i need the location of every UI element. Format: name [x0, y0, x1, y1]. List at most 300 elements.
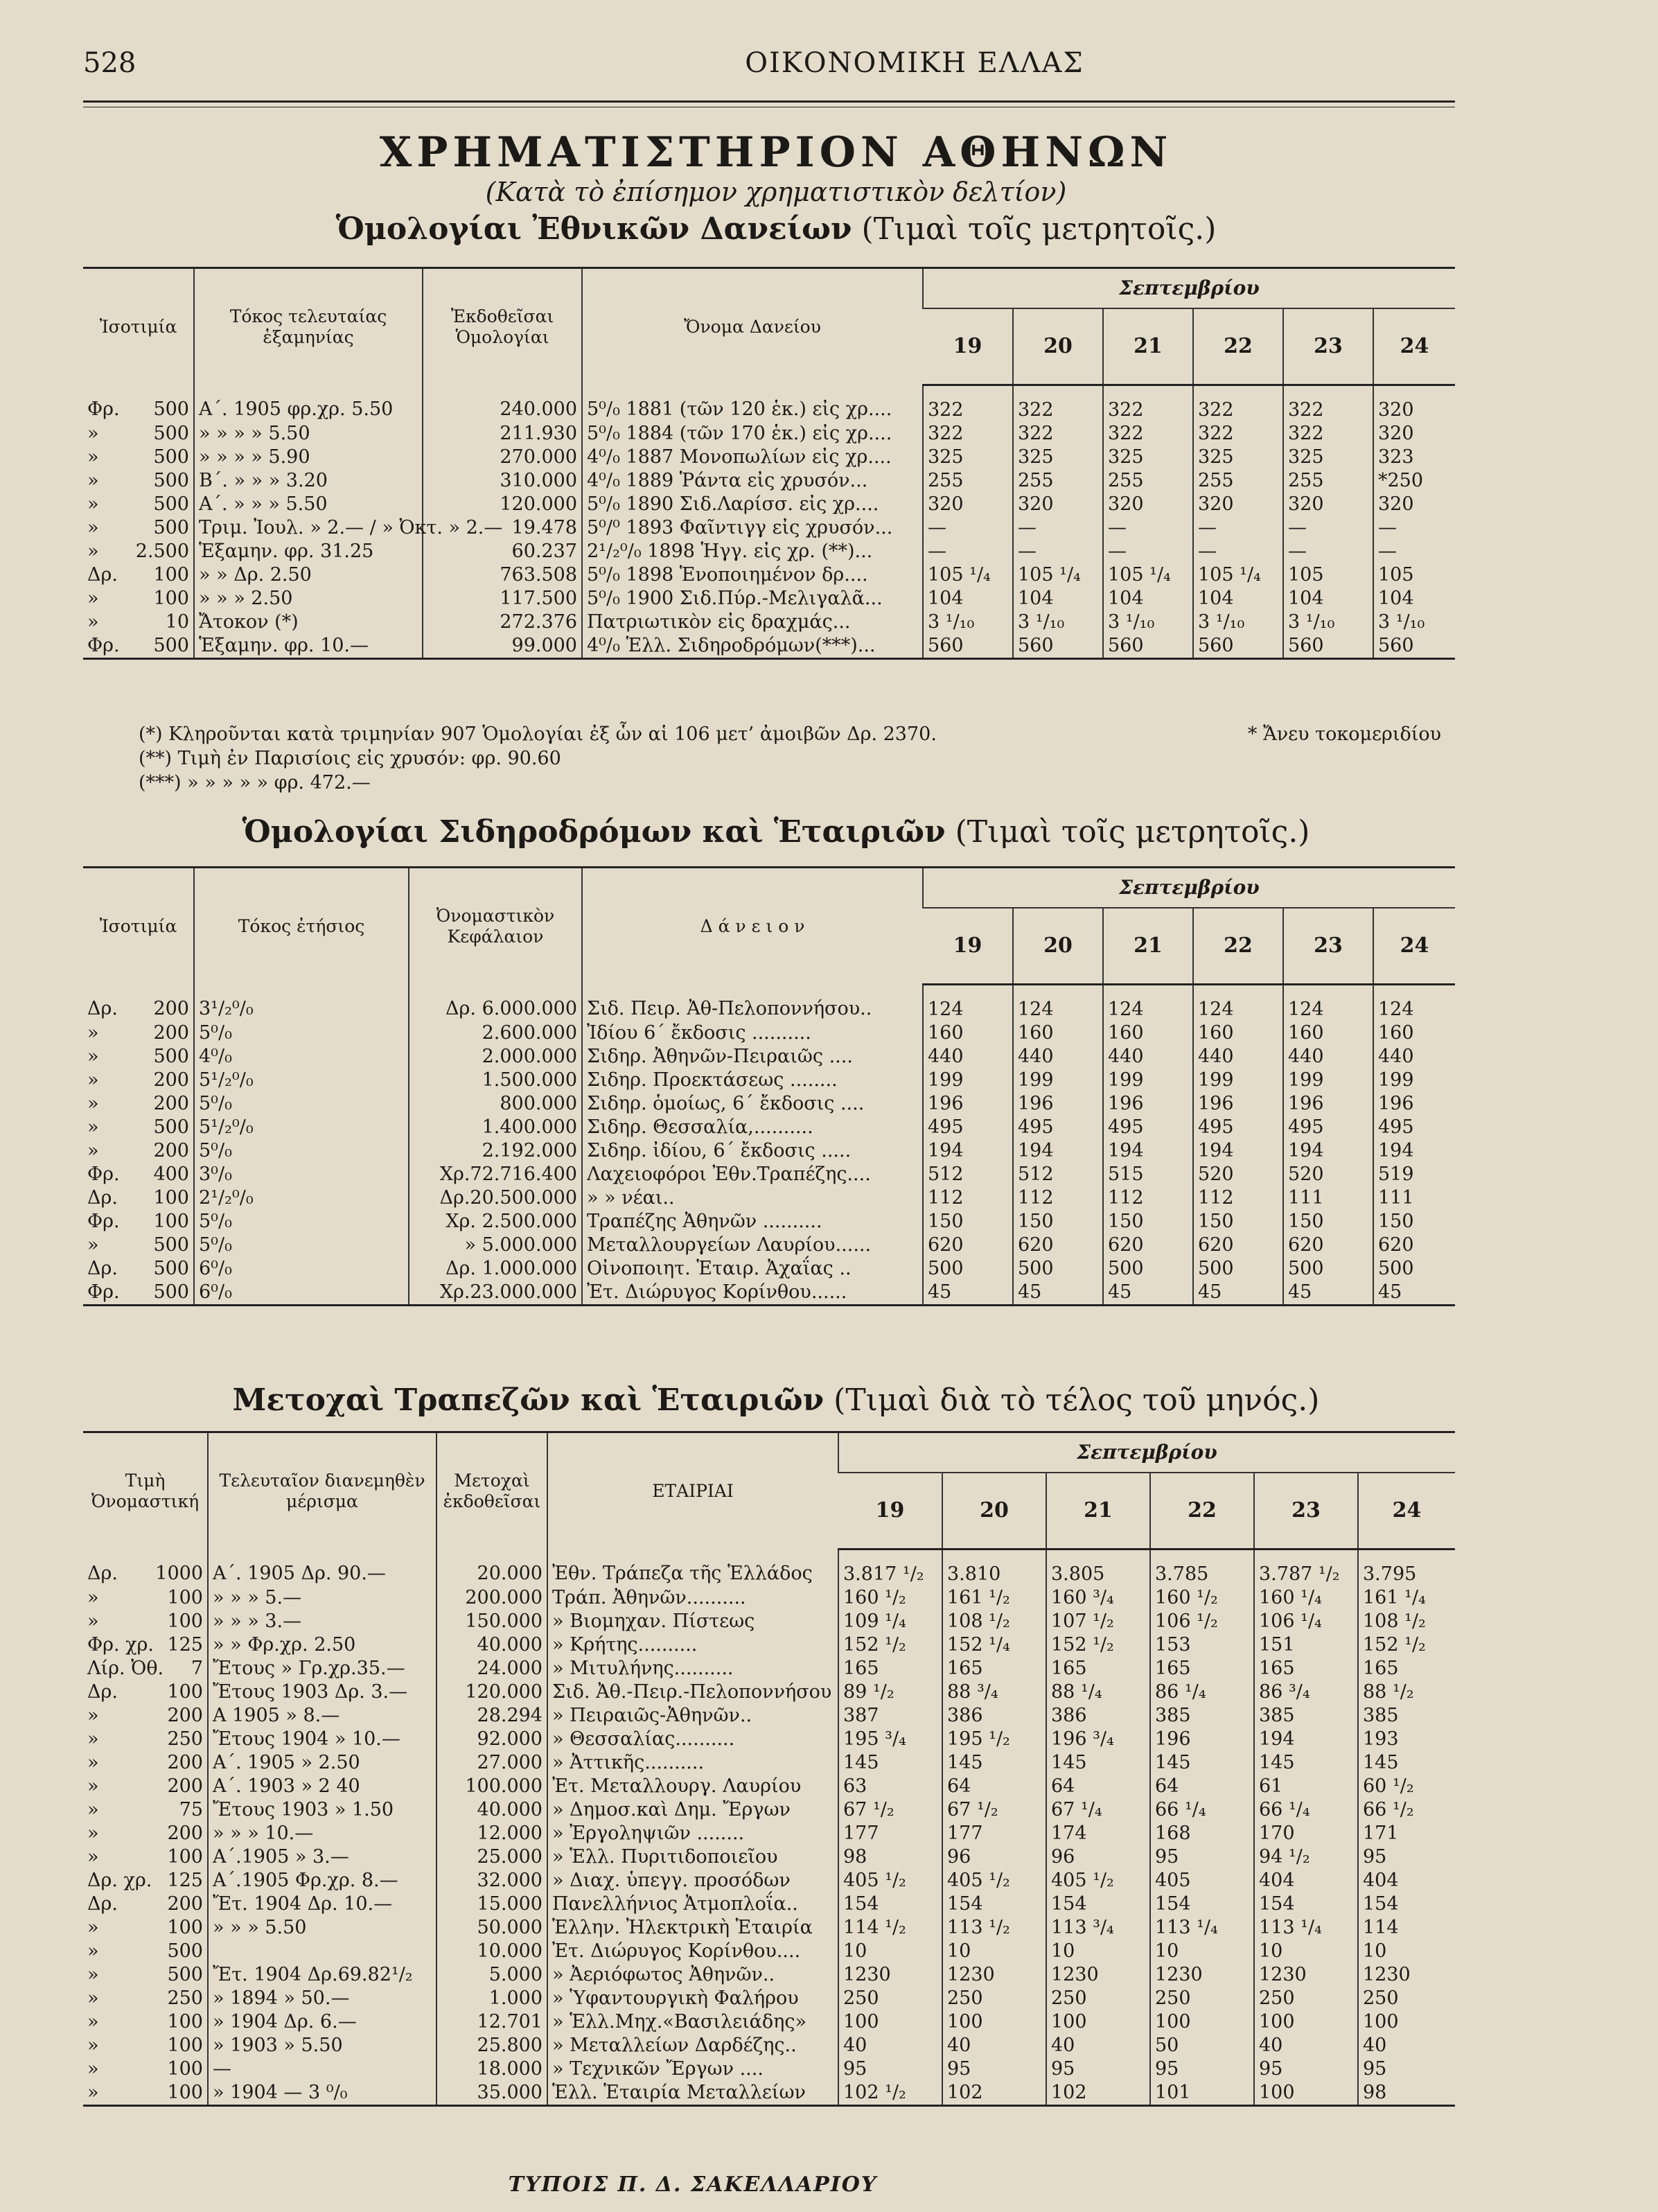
issued-cell: 120.000	[423, 493, 582, 516]
price-cell: 320	[923, 493, 1013, 516]
currency: »	[87, 1846, 99, 1868]
price-cell: 107 ¹/₂	[1046, 1610, 1150, 1633]
currency: »	[87, 588, 99, 609]
company-name-cell: » Βιομηχαν. Πίστεως	[547, 1610, 838, 1633]
price-cell: 500	[1283, 1257, 1373, 1281]
rate-cell: 3⁰/₀	[194, 1163, 409, 1186]
price-cell: 385	[1150, 1704, 1254, 1728]
par-value: 10	[165, 611, 189, 633]
price-cell: 519	[1373, 1163, 1455, 1186]
price-cell: 620	[923, 1234, 1013, 1257]
currency: »	[87, 1022, 99, 1044]
par-value: 200	[153, 1093, 189, 1114]
price-cell: 194	[1373, 1139, 1455, 1163]
price-cell: 194	[1013, 1139, 1103, 1163]
price-cell: —	[1103, 516, 1193, 540]
coupon-cell: Α΄. » » » 5.50	[194, 493, 423, 516]
price-cell: —	[1013, 540, 1103, 563]
table-row	[83, 1116, 1455, 1139]
par-value: 500	[153, 398, 189, 421]
printer-imprint: ΤΥΠΟΙΣ Π. Δ. ΣΑΚΕΛΛΑΡΙΟΥ	[508, 2172, 878, 2197]
price-cell: 199	[1193, 1069, 1283, 1092]
currency: Δρ.	[87, 564, 118, 586]
price-cell: 1230	[1046, 1963, 1150, 1987]
price-cell: 95	[942, 2057, 1046, 2081]
railway-bonds-rows	[83, 985, 1455, 1306]
price-cell: 171	[1358, 1822, 1455, 1845]
price-cell: 150	[923, 1210, 1013, 1234]
table-row	[83, 1092, 1455, 1116]
price-cell: 3 ¹/₁₀	[1373, 611, 1455, 634]
price-cell: 105	[1373, 563, 1455, 587]
coupon-cell: Τριμ. Ἰουλ. » 2.— / » Ὀκτ. » 2.—	[194, 516, 423, 540]
nominal-price-cell	[83, 2057, 208, 2081]
dividend-cell: Α΄. 1905 » 2.50	[208, 1751, 436, 1775]
par-value: 500	[153, 517, 189, 538]
dividend-cell: » 1904 Δρ. 6.—	[208, 2010, 436, 2034]
col-header-day: 19	[838, 1473, 942, 1550]
price-cell: 100	[1046, 2010, 1150, 2034]
price-cell: 113 ¹/₂	[942, 1916, 1046, 1940]
price-cell: 196	[923, 1092, 1013, 1116]
currency: »	[87, 2058, 99, 2080]
price-cell: 154	[838, 1893, 942, 1916]
table-row	[83, 1728, 1455, 1751]
par-value: 500	[153, 635, 189, 656]
par-cell	[83, 469, 194, 493]
price-cell: 199	[1373, 1069, 1455, 1092]
shares-cell: 15.000	[436, 1893, 547, 1916]
price-cell: 61	[1254, 1775, 1358, 1798]
price-cell: 495	[1103, 1116, 1193, 1139]
shares-cell: 92.000	[436, 1728, 547, 1751]
price-cell: 105	[1283, 563, 1373, 587]
price-cell: 495	[1373, 1116, 1455, 1139]
shares-cell: 18.000	[436, 2057, 547, 2081]
price-cell: 45	[1193, 1281, 1283, 1306]
loan-name-cell: 4⁰/₀ 1887 Μονοπωλίων εἰς χρ....	[582, 446, 923, 469]
price-cell: 520	[1193, 1163, 1283, 1186]
price-cell: —	[1373, 540, 1455, 563]
price-cell: 620	[1283, 1234, 1373, 1257]
company-name-cell: Ἐθν. Τράπεζα τῆς Ἑλλάδος	[547, 1550, 838, 1587]
shares-cell: 24.000	[436, 1657, 547, 1680]
par-value: 125	[167, 1634, 203, 1656]
footnote: (*) Κληροῦνται κατὰ τριμηνίαν 907 Ὁμολογίαι ἐξ ὧν αἱ 106 μετ’ ἀμοιβῶν Δρ. 2370.	[139, 723, 937, 745]
price-cell: 3 ¹/₁₀	[1103, 611, 1193, 634]
company-name-cell: Σιδ. Ἀθ.-Πειρ.-Πελοποννήσου	[547, 1680, 838, 1704]
par-value: 500	[153, 1234, 189, 1256]
rate-cell: 6⁰/₀	[194, 1281, 409, 1306]
table-row	[83, 540, 1455, 563]
price-cell: 40	[942, 2034, 1046, 2057]
loan-name-cell: Σιδ. Πειρ. Ἀθ-Πελοποννήσου..	[582, 985, 923, 1022]
price-cell: 1230	[1150, 1963, 1254, 1987]
price-cell: 500	[1013, 1257, 1103, 1281]
price-cell: 10	[838, 1940, 942, 1963]
col-header-day: 21	[1046, 1473, 1150, 1550]
currency: »	[87, 2082, 99, 2103]
section-heading-national-loans	[83, 211, 1469, 247]
company-name-cell: » Μεταλλείων Δαρδέζης..	[547, 2034, 838, 2057]
issued-cell: 240.000	[423, 385, 582, 423]
running-title: ΟΙΚΟΝΟΜΙΚΗ ΕΛΛΑΣ	[745, 47, 1084, 79]
section-heading-bold: Ὁμολογίαι Ἐθνικῶν Δανείων	[335, 211, 852, 247]
price-cell: 152 ¹/₂	[1046, 1633, 1150, 1657]
par-cell	[83, 1186, 194, 1210]
par-cell	[83, 1281, 194, 1306]
col-header-day: 21	[1103, 308, 1193, 385]
price-cell: 152 ¹/₂	[838, 1633, 942, 1657]
price-cell: 385	[1358, 1704, 1455, 1728]
par-cell	[83, 1092, 194, 1116]
footnote-ex-coupon: * Ἄνευ τοκομεριδίου	[1247, 723, 1441, 745]
price-cell: 194	[1283, 1139, 1373, 1163]
shares-cell: 12.701	[436, 2010, 547, 2034]
rate-cell: 5⁰/₀	[194, 1092, 409, 1116]
coupon-cell: » » » 2.50	[194, 587, 423, 611]
price-cell: 3.795	[1358, 1550, 1455, 1587]
price-cell: 177	[838, 1822, 942, 1845]
par-value: 100	[167, 2011, 203, 2033]
par-value: 200	[167, 1823, 203, 1844]
capital-cell: Χρ.72.716.400	[409, 1163, 582, 1186]
capital-cell: 1.400.000	[409, 1116, 582, 1139]
loan-name-cell: 5⁰/₀ 1890 Σιδ.Λαρίσσ. εἰς χρ....	[582, 493, 923, 516]
company-name-cell: » Ἀττικῆς..........	[547, 1751, 838, 1775]
price-cell: 88 ¹/₂	[1358, 1680, 1455, 1704]
price-cell: 152 ¹/₂	[1358, 1633, 1455, 1657]
section-heading-bank-shares	[83, 1382, 1469, 1418]
price-cell: 64	[1046, 1775, 1150, 1798]
price-cell: 255	[1013, 469, 1103, 493]
company-name-cell: » Κρήτης..........	[547, 1633, 838, 1657]
capital-cell: 2.000.000	[409, 1045, 582, 1069]
col-header-capital: Ὀνομαστικὸν Κεφάλαιον	[409, 868, 582, 985]
price-cell: 165	[1254, 1657, 1358, 1680]
table-row	[83, 1869, 1455, 1893]
table-row	[83, 1680, 1455, 1704]
price-cell: 320	[1013, 493, 1103, 516]
col-header-day: 20	[942, 1473, 1046, 1550]
rate-cell: 6⁰/₀	[194, 1257, 409, 1281]
col-header-day: 24	[1373, 308, 1455, 385]
price-cell: 104	[923, 587, 1013, 611]
price-cell: 10	[942, 1940, 1046, 1963]
price-cell: 250	[1358, 1987, 1455, 2010]
currency: »	[87, 1940, 99, 1962]
table-row	[83, 1257, 1455, 1281]
price-cell: 168	[1150, 1822, 1254, 1845]
par-value: 100	[167, 1846, 203, 1868]
nominal-price-cell	[83, 1680, 208, 1704]
nominal-price-cell	[83, 1987, 208, 2010]
price-cell: 105 ¹/₄	[1013, 563, 1103, 587]
shares-cell: 200.000	[436, 1586, 547, 1610]
coupon-cell: Β΄. » » » 3.20	[194, 469, 423, 493]
issued-cell: 60.237	[423, 540, 582, 563]
nominal-price-cell	[83, 1657, 208, 1680]
currency: Δρ.	[87, 1258, 118, 1279]
price-cell: 322	[1193, 422, 1283, 446]
price-cell: 160 ¹/₂	[838, 1586, 942, 1610]
price-cell: 102 ¹/₂	[838, 2081, 942, 2106]
price-cell: 165	[1358, 1657, 1455, 1680]
price-cell: 560	[1103, 634, 1193, 659]
col-header-day: 23	[1283, 308, 1373, 385]
price-cell: 320	[1373, 493, 1455, 516]
col-header-shares-issued: Μετοχαὶ ἐκδοθεῖσαι	[436, 1432, 547, 1550]
par-value: 250	[167, 1987, 203, 2009]
table-row	[83, 1751, 1455, 1775]
price-cell: 95	[1358, 1845, 1455, 1869]
price-cell: —	[1193, 540, 1283, 563]
table-row	[83, 1893, 1455, 1916]
price-cell: 160	[1373, 1021, 1455, 1045]
footnote: (**) Τιμὴ ἐν Παρισίοις εἰς χρυσόν: φρ. 90.60	[139, 748, 561, 769]
bank-shares-rows	[83, 1550, 1455, 2106]
price-cell: 3 ¹/₁₀	[1283, 611, 1373, 634]
price-cell: 95	[1150, 1845, 1254, 1869]
section-heading-note: (Τιμαὶ τοῖς μετρητοῖς.)	[861, 211, 1217, 247]
nominal-price-cell	[83, 1916, 208, 1940]
price-cell: 320	[1193, 493, 1283, 516]
par-value: 400	[153, 1164, 189, 1185]
price-cell: 154	[1150, 1893, 1254, 1916]
capital-cell: Δρ. 6.000.000	[409, 985, 582, 1022]
price-cell: 111	[1283, 1186, 1373, 1210]
price-cell: 3.787 ¹/₂	[1254, 1550, 1358, 1587]
price-cell: 124	[1373, 985, 1455, 1022]
currency: »	[87, 1587, 99, 1608]
price-cell: 10	[1150, 1940, 1254, 1963]
price-cell: 108 ¹/₂	[1358, 1610, 1455, 1633]
price-cell: 96	[1046, 1845, 1150, 1869]
company-name-cell: » Ἑλλ. Πυριτιδοποιεῖου	[547, 1845, 838, 1869]
col-header-day: 24	[1373, 908, 1455, 985]
price-cell: 113 ¹/₄	[1150, 1916, 1254, 1940]
par-value: 500	[153, 1281, 189, 1303]
issued-cell: 763.508	[423, 563, 582, 587]
col-header-day: 19	[923, 908, 1013, 985]
table-row	[83, 1940, 1455, 1963]
currency: Δρ.	[87, 1563, 118, 1585]
col-header-issued: Ἐκδοθεῖσαι Ὁμολογίαι	[423, 268, 582, 385]
company-name-cell: Ἑλλην. Ἠλεκτρικὴ Ἑταιρία	[547, 1916, 838, 1940]
par-value: 100	[167, 2035, 203, 2056]
footnotes	[139, 722, 1441, 795]
par-cell	[83, 1234, 194, 1257]
table-row	[83, 446, 1455, 469]
price-cell: —	[1013, 516, 1103, 540]
nominal-price-cell	[83, 2034, 208, 2057]
price-cell: 440	[1373, 1045, 1455, 1069]
currency: »	[87, 1116, 99, 1138]
col-header-day: 22	[1150, 1473, 1254, 1550]
shares-cell: 28.294	[436, 1704, 547, 1728]
table-row	[83, 1281, 1455, 1306]
par-value: 200	[153, 1069, 189, 1091]
price-cell: 66 ¹/₄	[1150, 1798, 1254, 1822]
par-value: 500	[167, 1964, 203, 1985]
nominal-price-cell	[83, 1940, 208, 1963]
par-value: 200	[167, 1752, 203, 1773]
dividend-cell: Ἔτους 1903 » 1.50	[208, 1798, 436, 1822]
price-cell: 325	[923, 446, 1013, 469]
table-row	[83, 1610, 1455, 1633]
price-cell: 196	[1103, 1092, 1193, 1116]
price-cell: 102	[1046, 2081, 1150, 2106]
price-cell: 105 ¹/₄	[1103, 563, 1193, 587]
price-cell: —	[923, 540, 1013, 563]
price-cell: 3.810	[942, 1550, 1046, 1587]
price-cell: 500	[1193, 1257, 1283, 1281]
par-value: 200	[167, 1893, 203, 1915]
price-cell: 154	[942, 1893, 1046, 1916]
price-cell: 67 ¹/₂	[838, 1798, 942, 1822]
price-cell: 112	[923, 1186, 1013, 1210]
capital-cell: Δρ. 1.000.000	[409, 1257, 582, 1281]
price-cell: 104	[1103, 587, 1193, 611]
railway-bonds-table	[83, 866, 1455, 1306]
price-cell: 154	[1046, 1893, 1150, 1916]
national-loans-rows	[83, 385, 1455, 659]
price-cell: 160 ¹/₂	[1150, 1586, 1254, 1610]
currency: »	[87, 1728, 99, 1750]
price-cell: 150	[1373, 1210, 1455, 1234]
nominal-price-cell	[83, 1893, 208, 1916]
par-value: 2.500	[135, 541, 189, 562]
section-heading-note: (Τιμαὶ τοῖς μετρητοῖς.)	[955, 814, 1310, 850]
price-cell: 45	[1283, 1281, 1373, 1306]
price-cell: 620	[1103, 1234, 1193, 1257]
currency: »	[87, 517, 99, 538]
price-cell: 620	[1193, 1234, 1283, 1257]
price-cell: 387	[838, 1704, 942, 1728]
table-row	[83, 1633, 1455, 1657]
currency: Φρ.	[87, 1211, 120, 1232]
par-value: 100	[167, 1681, 203, 1703]
table-row	[83, 1916, 1455, 1940]
price-cell: 322	[1013, 422, 1103, 446]
par-value: 100	[153, 588, 189, 609]
price-cell: 145	[1254, 1751, 1358, 1775]
price-cell: 3 ¹/₁₀	[923, 611, 1013, 634]
col-header-day: 21	[1103, 908, 1193, 985]
dividend-cell: » » Φρ.χρ. 2.50	[208, 1633, 436, 1657]
price-cell: 104	[1193, 587, 1283, 611]
rate-cell: 5¹/₂⁰/₀	[194, 1069, 409, 1092]
price-cell: 1230	[838, 1963, 942, 1987]
shares-cell: 40.000	[436, 1633, 547, 1657]
currency: »	[87, 446, 99, 468]
shares-cell: 32.000	[436, 1869, 547, 1893]
currency: Λίρ. Ὀθ.	[87, 1658, 164, 1679]
price-cell: 560	[1013, 634, 1103, 659]
price-cell: 322	[1283, 385, 1373, 423]
price-cell: 64	[942, 1775, 1046, 1798]
coupon-cell: » » » » 5.90	[194, 446, 423, 469]
price-cell: 45	[1373, 1281, 1455, 1306]
par-cell	[83, 1069, 194, 1092]
par-cell	[83, 493, 194, 516]
nominal-price-cell	[83, 2081, 208, 2106]
table-row	[83, 1798, 1455, 1822]
table-row	[83, 516, 1455, 540]
loan-name-cell: 5⁰/₀ 1884 (τῶν 170 ἑκ.) εἰς χρ....	[582, 422, 923, 446]
price-cell: 495	[1283, 1116, 1373, 1139]
loan-name-cell: Ἰδίου 6΄ ἔκδοσις ..........	[582, 1021, 923, 1045]
price-cell: 114 ¹/₂	[838, 1916, 942, 1940]
loan-name-cell: 4⁰/₀ Ἑλλ. Σιδηροδρόμων(***)...	[582, 634, 923, 659]
rate-cell: 5⁰/₀	[194, 1210, 409, 1234]
currency: »	[87, 2035, 99, 2056]
col-header-day: 20	[1013, 908, 1103, 985]
par-value: 100	[167, 1610, 203, 1632]
par-value: 200	[167, 1775, 203, 1797]
par-cell	[83, 540, 194, 563]
price-cell: 512	[923, 1163, 1013, 1186]
price-cell: 112	[1013, 1186, 1103, 1210]
price-cell: 500	[1373, 1257, 1455, 1281]
price-cell: —	[1283, 540, 1373, 563]
loan-name-cell: 5⁰/₀ 1900 Σιδ.Πύρ.-Μελιγαλᾶ...	[582, 587, 923, 611]
par-value: 75	[179, 1799, 203, 1820]
col-header-par: Ἰσοτιμία	[83, 868, 194, 985]
price-cell: 105 ¹/₄	[923, 563, 1013, 587]
price-cell: 124	[1283, 985, 1373, 1022]
par-value: 7	[191, 1658, 203, 1679]
loan-name-cell: Οἰνοποιητ. Ἑταιρ. Ἀχαΐας ..	[582, 1257, 923, 1281]
coupon-cell: Ἑξαμην. φρ. 10.—	[194, 634, 423, 659]
table-row	[83, 1045, 1455, 1069]
par-cell	[83, 516, 194, 540]
price-cell: 10	[1046, 1940, 1150, 1963]
dividend-cell: » 1904 — 3 ⁰/₀	[208, 2081, 436, 2106]
price-cell: 95	[838, 2057, 942, 2081]
price-cell: 154	[1254, 1893, 1358, 1916]
company-name-cell: » Διαχ. ὑπεγγ. προσόδων	[547, 1869, 838, 1893]
price-cell: 500	[923, 1257, 1013, 1281]
rate-cell: 5⁰/₀	[194, 1139, 409, 1163]
price-cell: 385	[1254, 1704, 1358, 1728]
par-value: 200	[167, 1705, 203, 1726]
price-cell: 199	[1013, 1069, 1103, 1092]
table-row	[83, 1069, 1455, 1092]
issued-cell: 211.930	[423, 422, 582, 446]
price-cell: 160	[923, 1021, 1013, 1045]
table-row	[83, 2081, 1455, 2106]
par-cell	[83, 587, 194, 611]
par-value: 500	[153, 1046, 189, 1067]
shares-cell: 50.000	[436, 1916, 547, 1940]
dividend-cell: Ἔτους 1903 Δρ. 3.—	[208, 1680, 436, 1704]
price-cell: 322	[1193, 385, 1283, 423]
price-cell: 495	[1193, 1116, 1283, 1139]
price-cell: 325	[1193, 446, 1283, 469]
price-cell: 322	[1103, 422, 1193, 446]
price-cell: 160	[1013, 1021, 1103, 1045]
dividend-cell: Α΄. 1905 Δρ. 90.—	[208, 1550, 436, 1587]
price-cell: 322	[1013, 385, 1103, 423]
company-name-cell: Ἐτ. Διώρυγος Κορίνθου....	[547, 1940, 838, 1963]
price-cell: 10	[1254, 1940, 1358, 1963]
price-cell: 440	[1103, 1045, 1193, 1069]
shares-cell: 150.000	[436, 1610, 547, 1633]
nominal-price-cell	[83, 1845, 208, 1869]
price-cell: 95	[1046, 2057, 1150, 2081]
price-cell: 160 ¹/₄	[1254, 1586, 1358, 1610]
